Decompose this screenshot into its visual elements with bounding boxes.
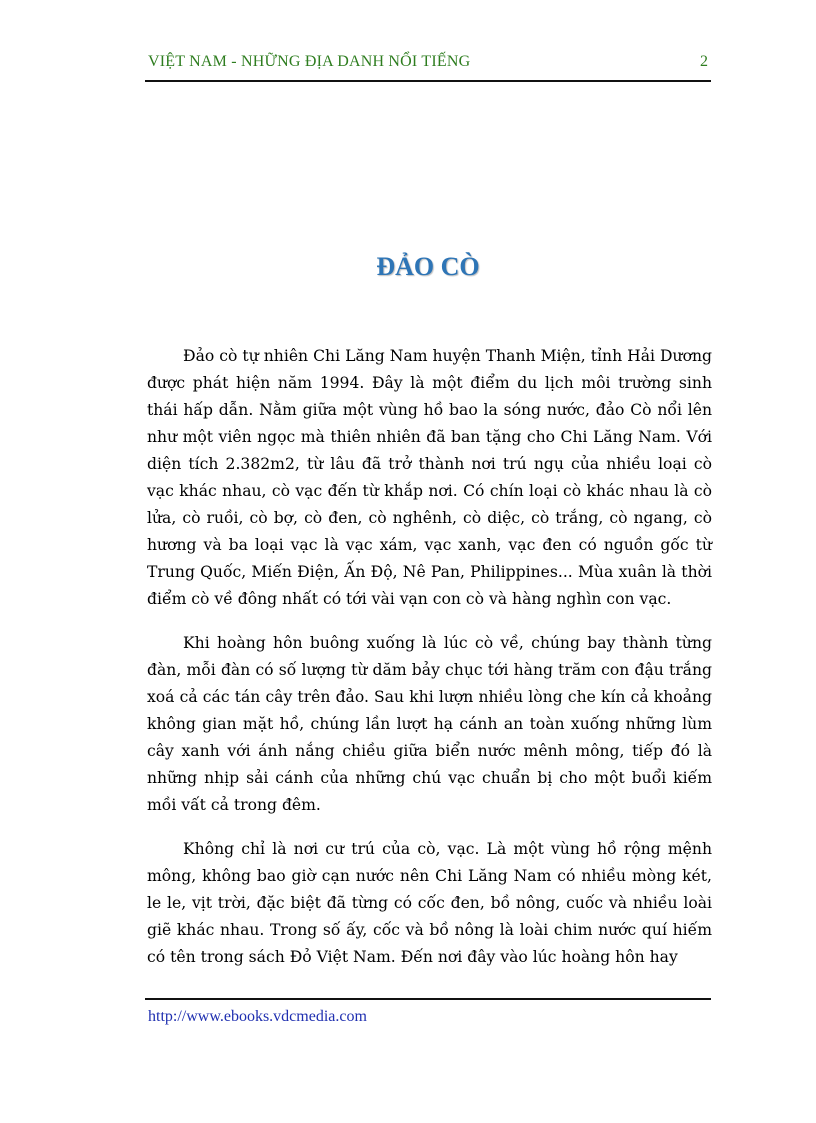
page-number: 2 (700, 53, 708, 70)
footer-link[interactable]: http://www.ebooks.vdcmedia.com (148, 1008, 367, 1025)
article-body (147, 343, 712, 988)
page-header (145, 50, 711, 82)
paragraph: Đảo cò tự nhiên Chi Lăng Nam huyện Thanh Miện, tỉnh Hải Dương được phát hiện năm 1994. Đây là một điểm du lịch môi trường sinh thái hấp dẫn. Nằm giữa một vùng hồ bao la sóng nước, đảo Cò nổi lên như một viên ngọc mà thiên nhiên đã ban tặng cho Chi Lăng Nam. Với diện tích 2.382m2, từ lâu đã trở thành nơi trú ngụ của nhiều loại cò vạc khác nhau, cò vạc đến từ khắp nơi. Có chín loại cò khác nhau là cò lửa, cò ruồi, cò bợ, cò đen, cò nghênh, cò diệc, cò trắng, cò ngang, cò hương và ba loại vạc là vạc xám, vạc xanh, vạc đen có nguồn gốc từ Trung Quốc, Miến Điện, Ấn Độ, Nê Pan, Philippines... Mùa xuân là thời điểm cò về đông nhất có tới vài vạn con cò và hàng nghìn con vạc. (147, 347, 712, 608)
article-heading: ĐẢO CÒ (376, 252, 480, 281)
header-title: VIỆT NAM - NHỮNG ĐỊA DANH NỔI TIẾNG (148, 53, 471, 70)
footer-divider (145, 998, 711, 1000)
paragraph: Khi hoàng hôn buông xuống là lúc cò về, chúng bay thành từng đàn, mỗi đàn có số lượng từ dăm bảy chục tới hàng trăm con đậu trắng xoá cả các tán cây trên đảo. Sau khi lượn nhiều lòng che kín cả khoảng không gian mặt hồ, chúng lần lượt hạ cánh an toàn xuống những lùm cây xanh với ánh nắng chiều giữa biển nước mênh mông, tiếp đó là những nhịp sải cánh của những chú vạc chuẩn bị cho một buổi kiếm mồi vất cả trong đêm. (147, 634, 712, 814)
paragraph: Không chỉ là nơi cư trú của cò, vạc. Là một vùng hồ rộng mệnh mông, không bao giờ cạn nước nên Chi Lăng Nam có nhiều mòng két, le le, vịt trời, đặc biệt đã từng có cốc đen, bồ nông, cuốc và nhiều loài giẽ khác nhau. Trong số ấy, cốc và bồ nông là loài chim nước quí hiếm có tên trong sách Đỏ Việt Nam. Đến nơi đây vào lúc hoàng hôn hay (147, 840, 712, 966)
